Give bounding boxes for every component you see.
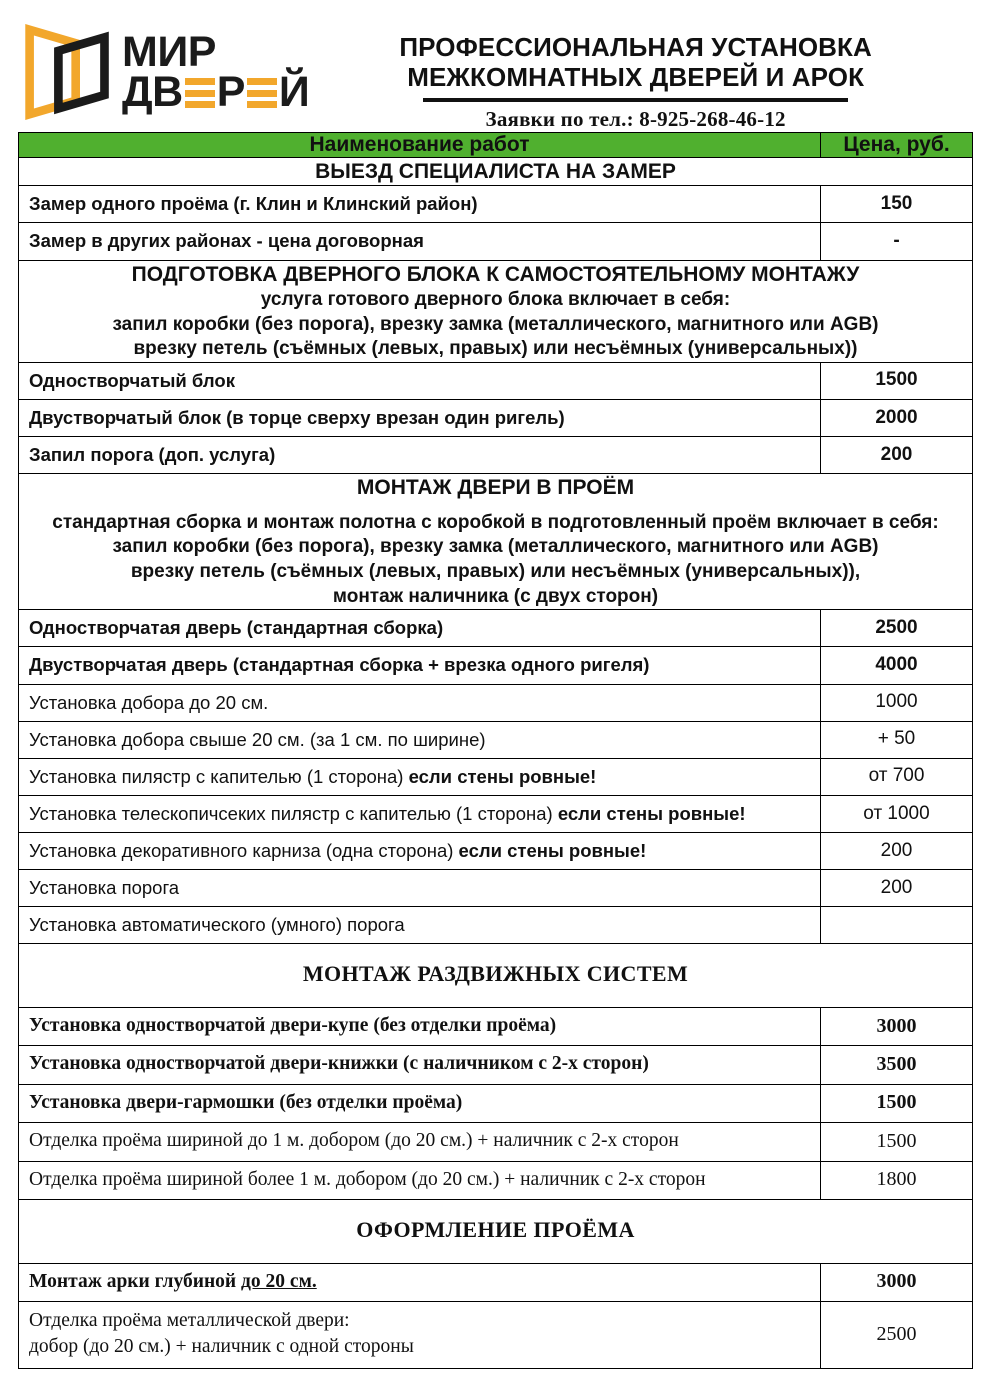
column-header-name: Наименование работ (19, 133, 821, 158)
row-name-text: Установка автоматического (умного) порога (29, 914, 405, 936)
row-name-underlined: до 20 см. (241, 1270, 317, 1292)
brand-wordmark (122, 28, 310, 116)
row-price-cell: 2000 (821, 400, 973, 437)
row-price-cell: от 700 (821, 758, 973, 795)
row-name-text: Установка добора до 20 см. (29, 691, 269, 713)
table-row (19, 1263, 973, 1301)
table-header-row (19, 133, 973, 158)
table-row (19, 758, 973, 795)
table-row (19, 1046, 973, 1084)
row-name-cell (19, 1301, 821, 1368)
row-name-text: Отделка проёма шириной более 1 м. добором (до 20 см.) + наличник с 2-х сторон (29, 1168, 706, 1190)
brand-line-dverey (122, 68, 310, 116)
table-row (19, 1161, 973, 1199)
table-row (19, 186, 973, 223)
row-name-text: Установка одностворчатой двери-купе (без отделки проёма) (29, 1015, 557, 1037)
row-name-cell (19, 758, 821, 795)
section-title: ПОДГОТОВКА ДВЕРНОГО БЛОКА К САМОСТОЯТЕЛЬНОМУ МОНТАЖУ (131, 262, 860, 286)
row-name-text: Одностворчатая дверь (стандартная сборка) (29, 617, 444, 639)
table-row (19, 1084, 973, 1122)
row-name-cell (19, 186, 821, 223)
row-name-cell (19, 223, 821, 260)
header-title-line-2: МЕЖКОМНАТНЫХ ДВЕРЕЙ И АРОК (407, 62, 865, 93)
row-price-cell: 200 (821, 437, 973, 474)
table-row (19, 795, 973, 832)
table-row (19, 610, 973, 647)
row-name-text: Запил порога (доп. услуга) (29, 444, 276, 466)
row-price-cell: + 50 (821, 721, 973, 758)
row-name-cell (19, 610, 821, 647)
section-title: ОФОРМЛЕНИЕ ПРОЁМА (356, 1216, 635, 1242)
row-name-text: Одностворчатый блок (29, 369, 235, 391)
door-frame-logo-icon (20, 24, 116, 120)
page-header (0, 0, 988, 132)
section-spacer (19, 502, 972, 511)
section-header-cell (19, 1199, 973, 1263)
row-name-text: Установка телескопичсеких пилястр с капителью (1 сторона) (29, 802, 558, 824)
table-row (19, 907, 973, 944)
row-name-cell (19, 1084, 821, 1122)
row-price-cell: 150 (821, 186, 973, 223)
row-name-emphasis: если стены ровные! (408, 765, 597, 787)
row-price-cell: 3000 (821, 1263, 973, 1301)
table-row (19, 721, 973, 758)
row-name-cell (19, 795, 821, 832)
row-price-cell: 1500 (821, 1123, 973, 1161)
row-price-cell: 2500 (821, 610, 973, 647)
table-row (19, 870, 973, 907)
table-row (19, 1008, 973, 1046)
row-name-cell (19, 721, 821, 758)
row-name-cell (19, 647, 821, 684)
brand-letter-e-striped-2 (247, 77, 277, 109)
section-subtitle: стандартная сборка и монтаж полотна с коробкой в подготовленный проём включает в себя: (52, 511, 939, 533)
column-header-price: Цена, руб. (821, 133, 973, 158)
header-text-block (309, 18, 972, 132)
row-name-cell (19, 1046, 821, 1084)
row-name-text: Двустворчатый блок (в торце сверху врезан один ригель) (29, 407, 565, 429)
section-header-cell (19, 260, 973, 362)
row-name-text: Монтаж арки глубиной (29, 1270, 242, 1292)
section-header-cell (19, 944, 973, 1008)
table-row (19, 684, 973, 721)
row-price-cell: 200 (821, 870, 973, 907)
table-row (19, 223, 973, 260)
row-price-cell: 3500 (821, 1046, 973, 1084)
row-name-emphasis: если стены ровные! (458, 840, 647, 862)
row-name-cell (19, 400, 821, 437)
header-divider-rule (423, 98, 848, 102)
header-phone: Заявки по тел.: 8-925-268-46-12 (485, 107, 786, 132)
section-subtitle: услуга готового дверного блока включает в себя: (260, 288, 731, 310)
section-header-row (19, 1199, 973, 1263)
section-header-row (19, 944, 973, 1008)
brand-line-mir: МИР (122, 28, 216, 77)
row-name-cell (19, 1008, 821, 1046)
section-header-cell (19, 474, 973, 610)
brand-dverey-post: Й (278, 68, 310, 116)
header-title-line-1: ПРОФЕССИОНАЛЬНАЯ УСТАНОВКА (399, 32, 872, 62)
brand-dverey-pre: ДВ (122, 68, 183, 116)
section-header-cell (19, 158, 973, 186)
row-price-cell (821, 907, 973, 944)
price-table (18, 132, 973, 1369)
row-price-cell: 1500 (821, 362, 973, 399)
row-name-text: Установка порога (29, 877, 180, 899)
row-name-emphasis: если стены ровные! (557, 802, 746, 824)
row-name-text: Установка одностворчатой двери-книжки (с наличником с 2-х сторон) (29, 1053, 649, 1075)
section-title: МОНТАЖ РАЗДВИЖНЫХ СИСТЕМ (302, 961, 689, 987)
row-name-cell (19, 833, 821, 870)
brand-dverey-mid: Р (216, 68, 245, 116)
row-price-cell: 200 (821, 833, 973, 870)
row-price-cell: 3000 (821, 1008, 973, 1046)
row-name-cell (19, 1161, 821, 1199)
row-name-text: Установка добора свыше 20 см. (за 1 см. по ширине) (29, 728, 486, 750)
row-price-cell: - (821, 223, 973, 260)
table-row (19, 400, 973, 437)
section-subtitle: монтаж наличника (с двух сторон) (332, 585, 659, 607)
table-row (19, 647, 973, 684)
row-price-cell: 1000 (821, 684, 973, 721)
row-name-cell (19, 870, 821, 907)
row-name-text: Установка двери-гармошки (без отделки проёма) (29, 1091, 463, 1113)
section-title: ВЫЕЗД СПЕЦИАЛИСТА НА ЗАМЕР (315, 160, 676, 183)
table-row (19, 362, 973, 399)
brand-logo (20, 18, 309, 120)
section-header-row (19, 260, 973, 362)
row-name-text: Отделка проёма шириной до 1 м. добором (до 20 см.) + наличник с 2-х сторон (29, 1130, 679, 1152)
section-subtitle: врезку петель (съёмных (левых, правых) или несъёмных (универсальных)), (130, 560, 861, 582)
row-name-cell (19, 684, 821, 721)
table-row (19, 437, 973, 474)
row-price-cell: 4000 (821, 647, 973, 684)
row-price-cell: от 1000 (821, 795, 973, 832)
table-row (19, 833, 973, 870)
row-name-text: Замер в других районах - цена договорная (29, 230, 424, 252)
section-header-row (19, 158, 973, 186)
section-title: МОНТАЖ ДВЕРИ В ПРОЁМ (356, 476, 635, 500)
row-name-cell (19, 1123, 821, 1161)
section-subtitle: запил коробки (без порога), врезку замка (металлического, магнитного или AGB) (112, 536, 879, 558)
row-name-text: Двустворчатая дверь (стандартная сборка + врезка одного ригеля) (29, 654, 650, 676)
row-price-cell: 2500 (821, 1301, 973, 1368)
row-name-text: Замер одного проёма (г. Клин и Клинский район) (29, 193, 478, 215)
row-name-cell (19, 1263, 821, 1301)
row-name-text: Установка пилястр с капителью (1 сторона) (29, 765, 409, 787)
row-name-cell (19, 907, 821, 944)
section-header-row (19, 474, 973, 610)
row-name-cell (19, 362, 821, 399)
price-table-wrap (0, 132, 988, 1369)
row-price-cell: 1800 (821, 1161, 973, 1199)
row-name-line-1: Отделка проёма металлической двери: (29, 1309, 350, 1331)
section-subtitle: запил коробки (без порога), врезку замка (металлического, магнитного или AGB) (112, 313, 879, 335)
row-name-line-2: добор (до 20 см.) + наличник с одной стороны (29, 1336, 414, 1358)
table-row (19, 1123, 973, 1161)
row-name-cell (19, 437, 821, 474)
row-price-cell: 1500 (821, 1084, 973, 1122)
row-name-text: Установка декоративного карниза (одна сторона) (29, 840, 459, 862)
brand-letter-e-striped-1 (185, 77, 215, 109)
section-subtitle: врезку петель (съёмных (левых, правых) или несъёмных (универсальных)) (133, 338, 858, 360)
table-row (19, 1301, 973, 1368)
